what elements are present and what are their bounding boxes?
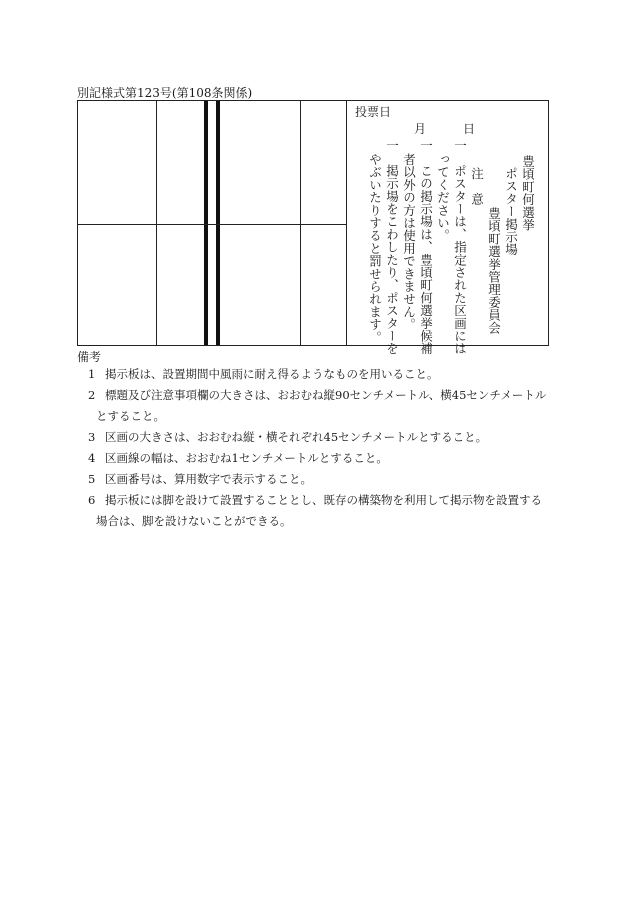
- notice-line: 一 掲示場をこわしたり、ポスターを: [384, 139, 400, 355]
- remark-text-cont: 場合は、脚を設けないことができる。: [96, 514, 292, 528]
- remark-item: [88, 385, 558, 427]
- remarks-title: 備考: [77, 350, 102, 364]
- remark-item: [88, 469, 558, 490]
- notice-line: 者以外の方は使用できません。: [401, 153, 417, 331]
- remark-item: [88, 490, 558, 532]
- notice-heading: 豊頃町何選挙: [520, 155, 536, 232]
- notice-line: 一 この掲示場は、豊頃町何選挙候補: [418, 139, 434, 355]
- divider-thick: [204, 101, 208, 345]
- remark-number: 2: [88, 388, 96, 402]
- notice-issuer: 豊頃町選挙管理委員会: [486, 207, 502, 334]
- voting-date-label: 投票日: [355, 105, 392, 119]
- remark-text: 区画線の幅は、おおむね1センチメートルとすること。: [105, 451, 388, 465]
- notice-line: やぶいたりすると罰せられます。: [367, 153, 383, 344]
- month-label: 月: [414, 122, 427, 136]
- notice-subheading: ポスター掲示場: [503, 167, 519, 256]
- remark-item: [88, 427, 558, 448]
- divider-thick: [216, 101, 220, 345]
- grid-line: [300, 101, 301, 345]
- notice-caution-title: 注 意: [469, 167, 485, 206]
- notice-line: ってください。: [435, 153, 451, 242]
- remark-item: [88, 364, 558, 385]
- remark-text-cont: とすること。: [96, 409, 165, 423]
- remark-text: 区画番号は、算用数字で表示すること。: [105, 472, 312, 486]
- remark-text: 掲示板には脚を設けて設置することとし、既存の構築物を利用して掲示物を設置する: [105, 493, 542, 507]
- grid-line: [156, 101, 157, 345]
- grid-line: [78, 224, 346, 225]
- remark-number: 3: [88, 430, 96, 444]
- document-title: 別記様式第123号(第108条関係): [77, 86, 253, 100]
- day-label: 日: [463, 122, 476, 136]
- remark-text: 掲示板は、設置期間中風雨に耐え得るようなものを用いること。: [105, 367, 439, 381]
- notice-line: 一 ポスターは、指定された区画には: [452, 139, 468, 355]
- remark-number: 4: [88, 451, 96, 465]
- grid-line: [346, 101, 347, 345]
- remark-number: 1: [88, 367, 96, 381]
- remark-number: 5: [88, 472, 96, 486]
- remark-text: 区画の大きさは、おおむね縦・横それぞれ45センチメートルとすること。: [105, 430, 488, 444]
- poster-board-diagram: [77, 100, 549, 355]
- remark-number: 6: [88, 493, 96, 507]
- remark-text: 標題及び注意事項欄の大きさは、おおむね縦90センチメートル、横45センチメートル: [105, 388, 547, 402]
- remark-item: [88, 448, 558, 469]
